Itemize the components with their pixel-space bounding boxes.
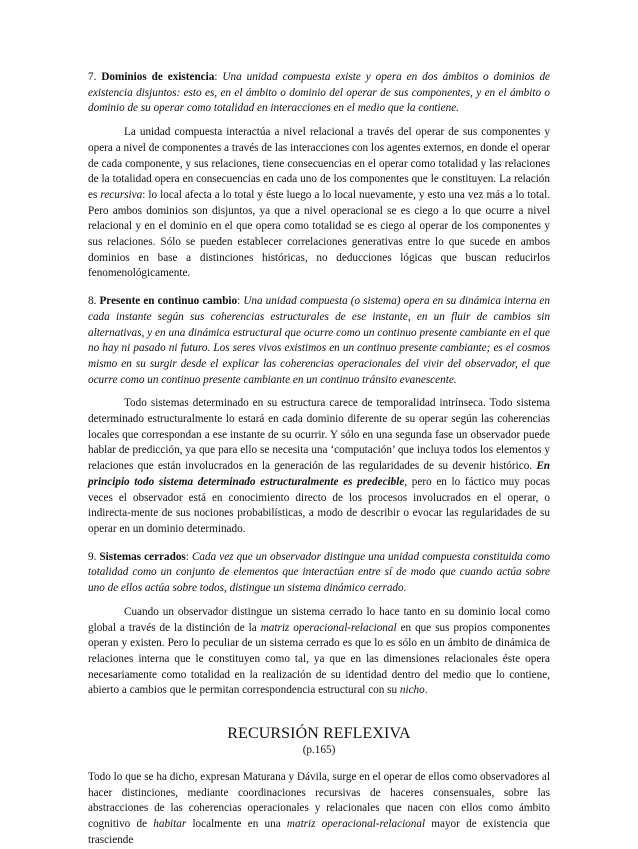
section-7-definition-text: Una unidad compuesta existe y opera en dos ámbitos o dominios de existencia disjuntos: esto es, en el ámbito o dominio del operar de sus componentes, y en el ámbito o dominio de su operar como totalidad en interacciones en el medio que la contiene. xyxy=(88,71,551,115)
section-7-definition: 7. Dominios de existencia: Una unidad compuesta existe y opera en dos ámbitos o dominios de existencia disjuntos: esto es, en el ámbito o dominio del operar de sus componentes, y en el ámbito o dominio de su operar como totalidad en interacciones en el medio que la contiene. xyxy=(88,71,551,115)
section-8-body: Todo sistemas determinado en su estructura carece de temporalidad intrínseca. Todo sistema determinado estructuralmente lo estará en cada dominio diferente de su operar según las coherencias locales que correspondan a ese instante de su ocurrir. Y sólo en una segunda fase un observador puede hablar de predicción, ya que para ello se necesita una ‘computación’ que incluya todos los elementos y relaciones que están involucrados en la generación de las regularidades de su devenir histórico. En principio todo sistema determinado estructuralmente es predecible, pero en lo fáctico muy pocas veces el observador está en conocimiento directo de los procesos involucrados en el operar, o indirecta-mente de sus nociones probabilísticas, a modo de describir o evocar las regularidades de su operar en un dominio determinado. xyxy=(88,397,551,535)
emphasis-recursiva: recursiva xyxy=(100,188,143,201)
section-7-heading: Dominios de existencia xyxy=(101,71,215,83)
emphasis-predecible: En principio todo sistema determinado estructuralmente es predecible xyxy=(88,460,550,488)
section-9-body: Cuando un observador distingue un sistema cerrado lo hace tanto en su dominio local como global a través de la distinción de la matriz operacional-relacional en que sus propios componentes operan y existen. Pero lo peculiar de un sistema cerrado es que lo es sólo en un ámbito de dinámica de relaciones interna que le constituyen como tal, ya que en las dimensiones relacionales éste opera necesariamente como totalidad en la realización de su identidad dentro del medio que lo contiene, abierto a cambios que le permitan correspondencia estructural con su nicho. xyxy=(88,605,550,697)
section-8-definition: 8. Presente en continuo cambio: Una unidad compuesta (o sistema) opera en su dinámica interna en cada instante según sus coherencias estructurales de ese instante, en un fluir de cambios sin alternativas, y en una dinámica estructural que ocurre como un continuo presente cambiante en el que no hay ni pasado ni futuro. Los seres vivos existimos en un continuo presente cambiante; es el cosmos mismo en su surgir desde el explicar las coherencias operacionales del vivir del observador, el que ocurre como un continuo presente cambiante en un continuo tránsito evanescente. xyxy=(88,295,550,386)
section-9-number: 9. xyxy=(88,550,100,563)
emphasis-matriz: matriz operacional-relacional xyxy=(260,621,397,634)
section-7-number: 7. xyxy=(88,71,102,83)
section-body: Todo lo que se ha dicho, expresan Maturana y Dávila, surge en el operar de ellos como observadores al hacer distinciones, mediante coordinaciones recursivas de haceres consensuales, sobre las abstracciones de las coherencias operacionales y relacionales que nacen con ellos como ámbito cognitivo de habitar localmente en una matriz operacional-relacional mayor de existencia que trasciende xyxy=(88,771,550,846)
section-8-definition-text: Una unidad compuesta (o sistema) opera en su dinámica interna en cada instante según sus coherencias estructurales de ese instante, en un fluir de cambios sin alternativas, y en una dinámica estructural que ocurre como un continuo presente cambiante en el que no hay ni pasado ni futuro. Los seres vivos existimos en un continuo presente cambiante; es el cosmos mismo en su surgir desde el explicar las coherencias operacionales del vivir del observador, el que ocurre como un continuo presente cambiante en un continuo tránsito evanescente. xyxy=(88,295,550,386)
emphasis-nicho: nicho xyxy=(399,684,425,697)
section-9-heading: Sistemas cerrados xyxy=(99,550,186,563)
section-8-number: 8. xyxy=(88,295,100,308)
section-9-definition-text: Cada vez que un observador distingue una unidad compuesta constituida como totalidad como un conjunto de elementos que interactúan entre sí de modo que cuando actúa sobre uno de ellos actúa sobre todos, distingue un sistema dinámico cerrado. xyxy=(88,550,551,595)
section-7-body: La unidad compuesta interactúa a nivel relacional a través del operar de sus componentes y opera a nivel de componentes a través de las interacciones con los agentes externos, en donde el operar de cada componente, y sus relaciones, tiene consecuencias en el operar como totalidad y las relaciones de la totalidad opera en consecuencias en cada uno de los componentes que le constituyen. La relación es recursiva: lo local afecta a lo total y éste luego a lo local nuevamente, y esto una vez más a lo total. Pero ambos dominios son disjuntos, ya que a nivel operacional se es ciego a lo que ocurre a nivel relacional y en el dominio en el que opera como totalidad se es ciego al operar de los componentes y sus relaciones. Sólo se pueden establecer correlaciones generativas entre lo que sucede en ambos dominios en base a distinciones históricas, no deducciones lógicas que buscan reducirlos fenomenológicamente. xyxy=(88,126,550,280)
section-subtitle: (p.165) xyxy=(302,744,336,757)
emphasis-habitar: habitar xyxy=(153,818,187,831)
page-content xyxy=(88,70,550,849)
section-title: RECURSIÓN REFLEXIVA xyxy=(227,725,411,743)
section-8-heading: Presente en continuo cambio xyxy=(99,295,238,308)
section-9-definition: 9. Sistemas cerrados: Cada vez que un observador distingue una unidad compuesta constituida como totalidad como un conjunto de elementos que interactúan entre sí de modo que cuando actúa sobre uno de ellos actúa sobre todos, distingue un sistema dinámico cerrado. xyxy=(88,550,551,595)
emphasis-matriz-2: matriz operacional-relacional xyxy=(286,818,426,831)
